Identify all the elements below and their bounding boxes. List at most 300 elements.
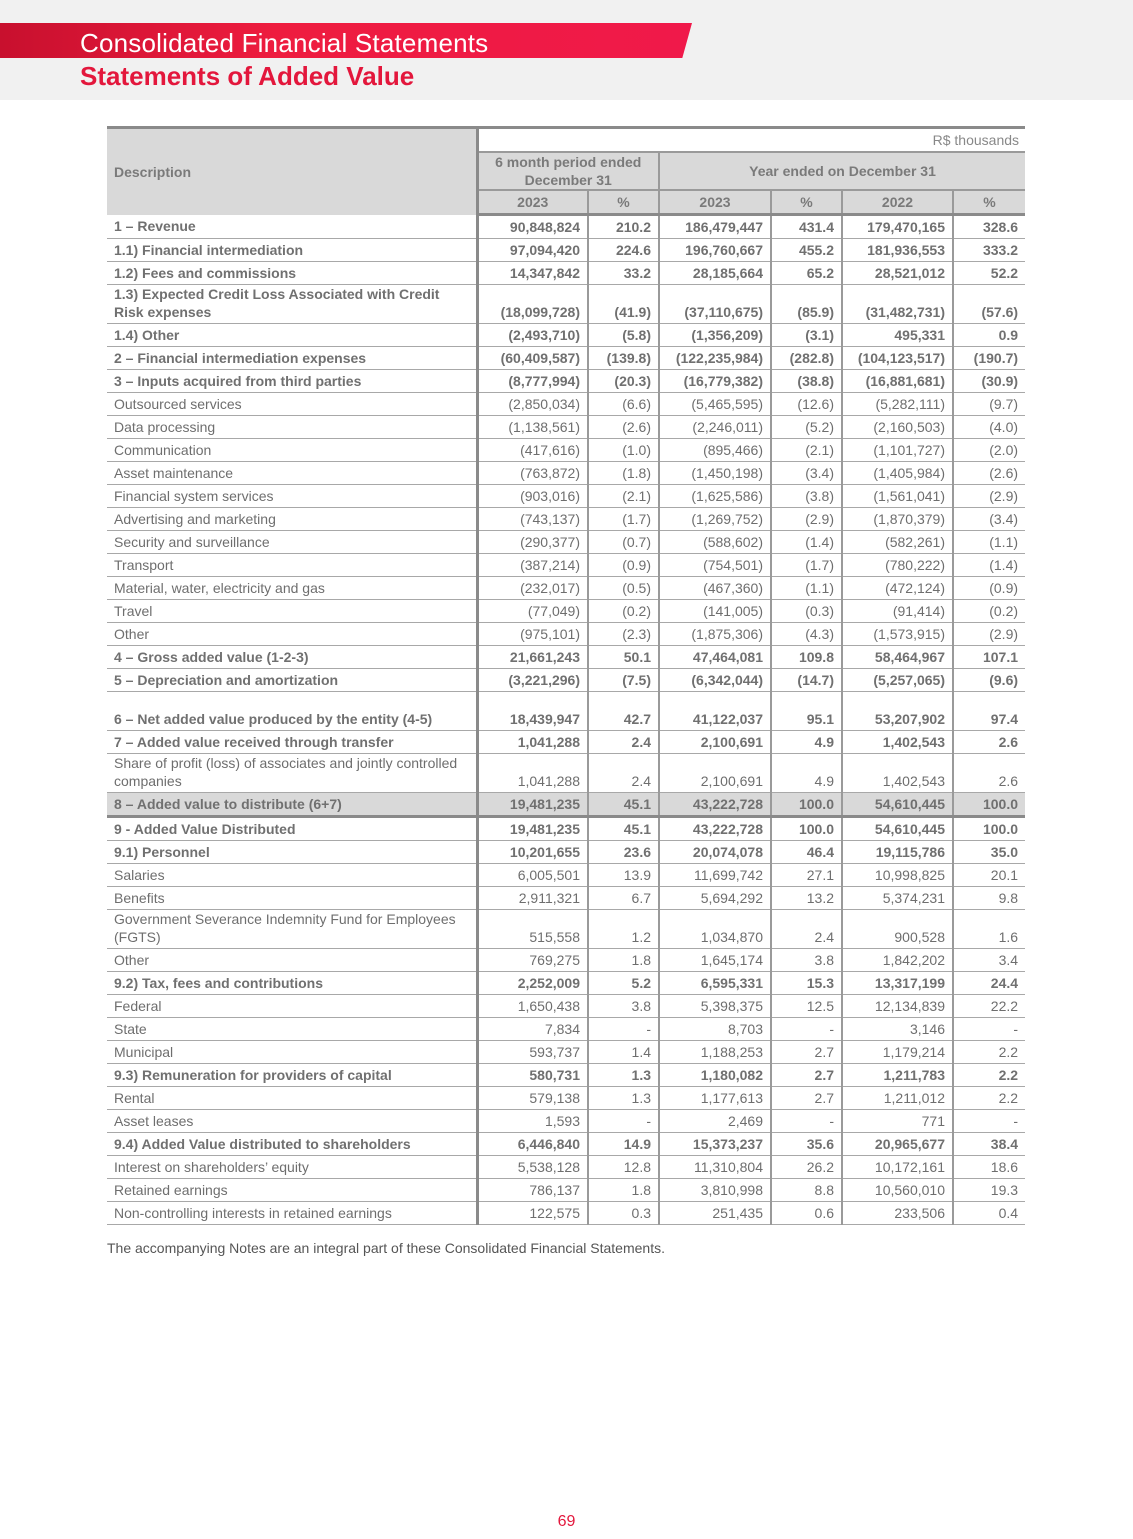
row-value: 8.8 — [771, 1179, 842, 1202]
row-value: (780,222) — [842, 554, 953, 577]
row-value: 1.4 — [588, 1041, 659, 1064]
row-label: 6 – Net added value produced by the entity (4-5) — [107, 692, 477, 731]
col-header: % — [588, 190, 659, 215]
row-value: (2.6) — [588, 416, 659, 439]
row-value: 54,610,445 — [842, 793, 953, 817]
row-value: 224.6 — [588, 239, 659, 262]
row-value: (763,872) — [477, 462, 588, 485]
row-value: (7.5) — [588, 669, 659, 692]
row-label: Transport — [107, 554, 477, 577]
row-value: (91,414) — [842, 600, 953, 623]
row-value: 24.4 — [953, 972, 1025, 995]
row-value: (1.1) — [953, 531, 1025, 554]
row-value: 3.8 — [771, 949, 842, 972]
added-value-table — [107, 126, 1025, 1225]
row-label: Security and surveillance — [107, 531, 477, 554]
row-value: 13.2 — [771, 887, 842, 910]
table-row — [107, 646, 1025, 669]
row-value: (2,160,503) — [842, 416, 953, 439]
row-value: (190.7) — [953, 347, 1025, 370]
row-value: (3.4) — [771, 462, 842, 485]
row-value: (1,450,198) — [659, 462, 771, 485]
row-value: 181,936,553 — [842, 239, 953, 262]
row-value: 42.7 — [588, 692, 659, 731]
row-label: 1.1) Financial intermediation — [107, 239, 477, 262]
row-value: 593,737 — [477, 1041, 588, 1064]
row-value: 21,661,243 — [477, 646, 588, 669]
row-value: 3,146 — [842, 1018, 953, 1041]
row-value: 3.8 — [588, 995, 659, 1018]
row-value: (4.0) — [953, 416, 1025, 439]
row-value: 100.0 — [771, 793, 842, 817]
row-value: (38.8) — [771, 370, 842, 393]
row-value: - — [953, 1110, 1025, 1133]
row-value: 1,842,202 — [842, 949, 953, 972]
row-value: 0.6 — [771, 1202, 842, 1225]
row-value: (3.8) — [771, 485, 842, 508]
row-value: 11,310,804 — [659, 1156, 771, 1179]
row-value: 97,094,420 — [477, 239, 588, 262]
row-value: (290,377) — [477, 531, 588, 554]
row-value: (1,269,752) — [659, 508, 771, 531]
row-value: (0.3) — [771, 600, 842, 623]
row-value: 6,005,501 — [477, 864, 588, 887]
row-value: 10,998,825 — [842, 864, 953, 887]
row-value: 5,374,231 — [842, 887, 953, 910]
row-value: (31,482,731) — [842, 285, 953, 324]
row-value: (1.7) — [588, 508, 659, 531]
table-row — [107, 669, 1025, 692]
table-row — [107, 972, 1025, 995]
row-label: 9.3) Remuneration for providers of capital — [107, 1064, 477, 1087]
row-value: 58,464,967 — [842, 646, 953, 669]
row-value: (77,049) — [477, 600, 588, 623]
row-value: (1.4) — [771, 531, 842, 554]
row-value: (1,870,379) — [842, 508, 953, 531]
row-value: 6.7 — [588, 887, 659, 910]
row-label: 3 – Inputs acquired from third parties — [107, 370, 477, 393]
row-value: (1.4) — [953, 554, 1025, 577]
row-value: (2.1) — [588, 485, 659, 508]
year-header: Year ended on December 31 — [659, 152, 1025, 190]
row-value: 2.7 — [771, 1087, 842, 1110]
row-value: 1.8 — [588, 949, 659, 972]
row-value: 0.4 — [953, 1202, 1025, 1225]
row-value: (2,850,034) — [477, 393, 588, 416]
row-value: 13.9 — [588, 864, 659, 887]
row-value: 495,331 — [842, 324, 953, 347]
row-value: (1,573,915) — [842, 623, 953, 646]
row-value: (37,110,675) — [659, 285, 771, 324]
row-value: 11,699,742 — [659, 864, 771, 887]
row-value: (85.9) — [771, 285, 842, 324]
row-value: 13,317,199 — [842, 972, 953, 995]
row-value: (139.8) — [588, 347, 659, 370]
col-header: 2023 — [659, 190, 771, 215]
row-value: (57.6) — [953, 285, 1025, 324]
row-value: 431.4 — [771, 215, 842, 239]
row-value: 15,373,237 — [659, 1133, 771, 1156]
row-label: Financial system services — [107, 485, 477, 508]
row-value: 45.1 — [588, 793, 659, 817]
row-value: (5,282,111) — [842, 393, 953, 416]
table-row — [107, 508, 1025, 531]
table-row — [107, 485, 1025, 508]
table-row — [107, 600, 1025, 623]
row-value: 35.6 — [771, 1133, 842, 1156]
row-value: (975,101) — [477, 623, 588, 646]
row-label: Other — [107, 949, 477, 972]
row-value: - — [771, 1018, 842, 1041]
row-label: Salaries — [107, 864, 477, 887]
row-value: 2.2 — [953, 1041, 1025, 1064]
row-value: 5.2 — [588, 972, 659, 995]
row-label: 7 – Added value received through transfer — [107, 731, 477, 754]
row-label: Municipal — [107, 1041, 477, 1064]
row-value: 12.5 — [771, 995, 842, 1018]
row-value: 9.8 — [953, 887, 1025, 910]
table-row — [107, 554, 1025, 577]
table-row — [107, 1041, 1025, 1064]
table-row — [107, 793, 1025, 817]
row-value: 1,188,253 — [659, 1041, 771, 1064]
row-value: 20,074,078 — [659, 841, 771, 864]
table-row — [107, 887, 1025, 910]
row-value: 455.2 — [771, 239, 842, 262]
row-label: Material, water, electricity and gas — [107, 577, 477, 600]
row-value: 4.9 — [771, 731, 842, 754]
row-value: 1,179,214 — [842, 1041, 953, 1064]
row-value: (3.4) — [953, 508, 1025, 531]
row-value: 3,810,998 — [659, 1179, 771, 1202]
row-value: 2.2 — [953, 1064, 1025, 1087]
row-label: 9.2) Tax, fees and contributions — [107, 972, 477, 995]
row-value: (1,138,561) — [477, 416, 588, 439]
row-value: 122,575 — [477, 1202, 588, 1225]
row-label: State — [107, 1018, 477, 1041]
row-value: (743,137) — [477, 508, 588, 531]
row-value: (30.9) — [953, 370, 1025, 393]
row-value: (4.3) — [771, 623, 842, 646]
table-row — [107, 439, 1025, 462]
page-title: Statements of Added Value — [80, 61, 415, 91]
row-value: 1,645,174 — [659, 949, 771, 972]
row-value: 2.6 — [953, 731, 1025, 754]
row-value: (6,342,044) — [659, 669, 771, 692]
row-value: 786,137 — [477, 1179, 588, 1202]
table-row — [107, 215, 1025, 239]
row-value: 5,398,375 — [659, 995, 771, 1018]
row-label: 1.3) Expected Credit Loss Associated with Credit Risk expenses — [107, 285, 477, 324]
table-row — [107, 370, 1025, 393]
table-row — [107, 1202, 1025, 1225]
row-value: 19,481,235 — [477, 817, 588, 841]
row-label: 1.4) Other — [107, 324, 477, 347]
row-value: (1,625,586) — [659, 485, 771, 508]
row-value: 6,446,840 — [477, 1133, 588, 1156]
row-value: (0.5) — [588, 577, 659, 600]
row-value: 5,538,128 — [477, 1156, 588, 1179]
row-value: 18,439,947 — [477, 692, 588, 731]
row-value: (754,501) — [659, 554, 771, 577]
row-value: 1,211,783 — [842, 1064, 953, 1087]
table-row — [107, 864, 1025, 887]
row-value: (60,409,587) — [477, 347, 588, 370]
row-label: 2 – Financial intermediation expenses — [107, 347, 477, 370]
row-value: 26.2 — [771, 1156, 842, 1179]
row-value: 0.3 — [588, 1202, 659, 1225]
row-value: 35.0 — [953, 841, 1025, 864]
row-value: (0.9) — [588, 554, 659, 577]
row-value: 45.1 — [588, 817, 659, 841]
row-value: 179,470,165 — [842, 215, 953, 239]
row-value: (387,214) — [477, 554, 588, 577]
row-value: (9.7) — [953, 393, 1025, 416]
row-value: 1,177,613 — [659, 1087, 771, 1110]
row-value: 100.0 — [953, 817, 1025, 841]
row-value: 2.4 — [771, 910, 842, 949]
row-value: 210.2 — [588, 215, 659, 239]
row-value: 580,731 — [477, 1064, 588, 1087]
row-value: 10,560,010 — [842, 1179, 953, 1202]
table-row — [107, 692, 1025, 731]
row-value: 15.3 — [771, 972, 842, 995]
table-body — [107, 215, 1025, 1225]
row-value: (903,016) — [477, 485, 588, 508]
row-value: 2.7 — [771, 1041, 842, 1064]
row-value: 2.7 — [771, 1064, 842, 1087]
row-value: (0.9) — [953, 577, 1025, 600]
table-row — [107, 239, 1025, 262]
row-label: Retained earnings — [107, 1179, 477, 1202]
row-value: 579,138 — [477, 1087, 588, 1110]
col-header: % — [953, 190, 1025, 215]
row-value: 7,834 — [477, 1018, 588, 1041]
row-value: 1,211,012 — [842, 1087, 953, 1110]
row-value: (2.9) — [953, 623, 1025, 646]
row-value: 1,402,543 — [842, 754, 953, 793]
row-value: (1,356,209) — [659, 324, 771, 347]
row-value: (3.1) — [771, 324, 842, 347]
row-value: 10,172,161 — [842, 1156, 953, 1179]
row-value: (16,779,382) — [659, 370, 771, 393]
row-value: (1.8) — [588, 462, 659, 485]
table-row — [107, 462, 1025, 485]
table-row — [107, 393, 1025, 416]
row-value: 328.6 — [953, 215, 1025, 239]
row-label: Advertising and marketing — [107, 508, 477, 531]
row-value: 333.2 — [953, 239, 1025, 262]
row-value: (41.9) — [588, 285, 659, 324]
row-label: Rental — [107, 1087, 477, 1110]
row-value: (1.7) — [771, 554, 842, 577]
table-row — [107, 577, 1025, 600]
row-value: 109.8 — [771, 646, 842, 669]
table-row — [107, 531, 1025, 554]
table-row — [107, 1110, 1025, 1133]
row-value: 2,252,009 — [477, 972, 588, 995]
row-value: (0.2) — [953, 600, 1025, 623]
row-value: - — [588, 1110, 659, 1133]
row-value: 1,402,543 — [842, 731, 953, 754]
table-row — [107, 1018, 1025, 1041]
row-value: 33.2 — [588, 262, 659, 285]
row-value: (3,221,296) — [477, 669, 588, 692]
row-label: Government Severance Indemnity Fund for Employees (FGTS) — [107, 910, 477, 949]
row-value: 769,275 — [477, 949, 588, 972]
row-value: 1,180,082 — [659, 1064, 771, 1087]
row-value: (12.6) — [771, 393, 842, 416]
row-value: 196,760,667 — [659, 239, 771, 262]
table-row — [107, 949, 1025, 972]
unit-label: R$ thousands — [477, 128, 1025, 153]
table-row — [107, 995, 1025, 1018]
table-row — [107, 1133, 1025, 1156]
table-row — [107, 754, 1025, 793]
row-value: (1,101,727) — [842, 439, 953, 462]
row-value: 20.1 — [953, 864, 1025, 887]
table-row — [107, 1179, 1025, 1202]
row-value: 1.3 — [588, 1064, 659, 1087]
row-value: 12,134,839 — [842, 995, 953, 1018]
row-label: Interest on shareholders’ equity — [107, 1156, 477, 1179]
row-label: Federal — [107, 995, 477, 1018]
table-row — [107, 817, 1025, 841]
row-value: 14.9 — [588, 1133, 659, 1156]
row-label: 5 – Depreciation and amortization — [107, 669, 477, 692]
row-value: 19,115,786 — [842, 841, 953, 864]
row-label: Other — [107, 623, 477, 646]
row-label: 4 – Gross added value (1-2-3) — [107, 646, 477, 669]
row-value: 2,100,691 — [659, 754, 771, 793]
table-row — [107, 1064, 1025, 1087]
row-value: (122,235,984) — [659, 347, 771, 370]
row-value: 65.2 — [771, 262, 842, 285]
row-label: Travel — [107, 600, 477, 623]
row-label: Communication — [107, 439, 477, 462]
row-value: (467,360) — [659, 577, 771, 600]
row-value: 186,479,447 — [659, 215, 771, 239]
row-value: 95.1 — [771, 692, 842, 731]
table-row — [107, 910, 1025, 949]
added-value-table-container — [107, 126, 1025, 1225]
row-value: 2.2 — [953, 1087, 1025, 1110]
row-value: 46.4 — [771, 841, 842, 864]
row-value: (18,099,728) — [477, 285, 588, 324]
col-header: 2023 — [477, 190, 588, 215]
row-value: 19,481,235 — [477, 793, 588, 817]
row-label: 8 – Added value to distribute (6+7) — [107, 793, 477, 817]
row-value: - — [953, 1018, 1025, 1041]
table-row — [107, 324, 1025, 347]
row-value: 12.8 — [588, 1156, 659, 1179]
row-value: 53,207,902 — [842, 692, 953, 731]
table-row — [107, 285, 1025, 324]
row-value: 107.1 — [953, 646, 1025, 669]
row-value: 1.3 — [588, 1087, 659, 1110]
row-value: (5,465,595) — [659, 393, 771, 416]
row-value: (588,602) — [659, 531, 771, 554]
row-value: 47,464,081 — [659, 646, 771, 669]
row-value: (14.7) — [771, 669, 842, 692]
row-value: (5,257,065) — [842, 669, 953, 692]
row-label: 1.2) Fees and commissions — [107, 262, 477, 285]
row-value: (8,777,994) — [477, 370, 588, 393]
row-value: 20,965,677 — [842, 1133, 953, 1156]
row-value: 41,122,037 — [659, 692, 771, 731]
row-label: 9.1) Personnel — [107, 841, 477, 864]
row-label: Data processing — [107, 416, 477, 439]
row-value: (2.6) — [953, 462, 1025, 485]
col-header: 2022 — [842, 190, 953, 215]
section-title: Consolidated Financial Statements — [80, 28, 489, 58]
row-value: (2.3) — [588, 623, 659, 646]
row-value: 3.4 — [953, 949, 1025, 972]
row-value: 1.2 — [588, 910, 659, 949]
row-value: (2.0) — [953, 439, 1025, 462]
row-value: 100.0 — [771, 817, 842, 841]
table-row — [107, 1156, 1025, 1179]
row-value: 233,506 — [842, 1202, 953, 1225]
row-value: (895,466) — [659, 439, 771, 462]
row-value: (2,246,011) — [659, 416, 771, 439]
row-value: 1,041,288 — [477, 731, 588, 754]
row-value: (6.6) — [588, 393, 659, 416]
row-label: 9 - Added Value Distributed — [107, 817, 477, 841]
row-value: 2,911,321 — [477, 887, 588, 910]
row-value: - — [588, 1018, 659, 1041]
row-label: Asset leases — [107, 1110, 477, 1133]
period-header: 6 month period ended December 31 — [477, 152, 659, 190]
table-row — [107, 841, 1025, 864]
row-value: 27.1 — [771, 864, 842, 887]
row-value: (2.9) — [771, 508, 842, 531]
row-value: - — [771, 1110, 842, 1133]
row-value: (2,493,710) — [477, 324, 588, 347]
row-value: 2.4 — [588, 754, 659, 793]
row-value: 8,703 — [659, 1018, 771, 1041]
row-value: 1.6 — [953, 910, 1025, 949]
row-value: 18.6 — [953, 1156, 1025, 1179]
row-value: (1,405,984) — [842, 462, 953, 485]
row-value: 0.9 — [953, 324, 1025, 347]
row-value: 14,347,842 — [477, 262, 588, 285]
row-value: 19.3 — [953, 1179, 1025, 1202]
row-value: 50.1 — [588, 646, 659, 669]
table-row — [107, 347, 1025, 370]
col-header: % — [771, 190, 842, 215]
row-value: 5,694,292 — [659, 887, 771, 910]
row-value: 1,593 — [477, 1110, 588, 1133]
row-value: 90,848,824 — [477, 215, 588, 239]
row-label: Asset maintenance — [107, 462, 477, 485]
row-value: (5.2) — [771, 416, 842, 439]
row-value: 1.8 — [588, 1179, 659, 1202]
row-value: 43,222,728 — [659, 817, 771, 841]
row-value: (1.1) — [771, 577, 842, 600]
row-value: (20.3) — [588, 370, 659, 393]
row-value: (0.7) — [588, 531, 659, 554]
row-value: 52.2 — [953, 262, 1025, 285]
page-number: 69 — [557, 1513, 576, 1530]
row-value: 38.4 — [953, 1133, 1025, 1156]
row-value: 6,595,331 — [659, 972, 771, 995]
row-value: 28,521,012 — [842, 262, 953, 285]
description-header: Description — [107, 128, 477, 215]
row-value: 251,435 — [659, 1202, 771, 1225]
row-label: 9.4) Added Value distributed to shareholders — [107, 1133, 477, 1156]
row-value: (2.9) — [953, 485, 1025, 508]
